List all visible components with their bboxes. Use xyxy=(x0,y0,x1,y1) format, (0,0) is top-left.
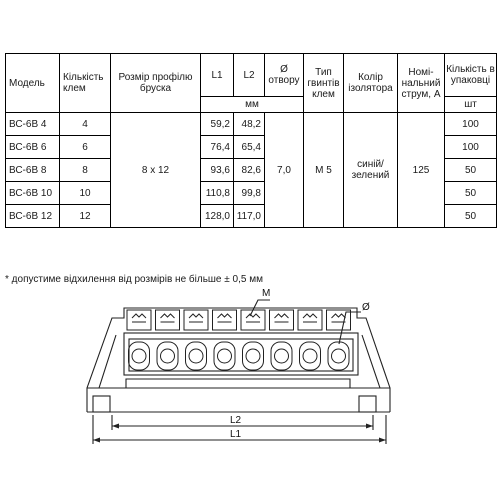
cell-pack: 50 xyxy=(445,205,497,228)
clamp-screw-head xyxy=(275,349,289,363)
clamp-screw-slot xyxy=(246,314,260,318)
clamp-screw-housing xyxy=(213,310,237,330)
header-color: Колір ізолятора xyxy=(344,54,398,113)
cell-model: ВС-6В 12 xyxy=(6,205,60,228)
footnote: * допустиме відхилення від розмірів не більше ± 0,5 мм xyxy=(5,274,263,285)
clamp-screw-housing xyxy=(184,310,208,330)
clamp-row xyxy=(127,310,351,370)
cell-l1: 76,4 xyxy=(201,136,234,159)
unit-dims: мм xyxy=(201,97,304,113)
clamp-screw-slot xyxy=(189,314,203,318)
clamp-screw-head xyxy=(161,349,175,363)
cell-l1: 59,2 xyxy=(201,113,234,136)
cell-l2: 117,0 xyxy=(234,205,265,228)
clamp-screw-head xyxy=(332,349,346,363)
header-count: Кількість клем xyxy=(60,54,111,113)
cell-l2: 99,8 xyxy=(234,182,265,205)
terminal-clamp xyxy=(298,310,322,370)
cell-l2: 48,2 xyxy=(234,113,265,136)
cell-count: 6 xyxy=(60,136,111,159)
cell-pack: 50 xyxy=(445,182,497,205)
cell-l2: 65,4 xyxy=(234,136,265,159)
clamp-screw-slot xyxy=(161,314,175,318)
arrow-l1-right xyxy=(379,438,386,443)
cell-profile: 8 х 12 xyxy=(111,113,201,228)
terminal-clamp xyxy=(241,310,265,370)
cell-screw: М 5 xyxy=(304,113,344,228)
cell-l2: 82,6 xyxy=(234,159,265,182)
clamp-screw-head xyxy=(246,349,260,363)
clamp-screw-housing xyxy=(127,310,151,330)
terminal-clamp xyxy=(127,310,151,370)
arrow-l1-left xyxy=(93,438,100,443)
header-profile: Розмір профілю бруска xyxy=(111,54,201,113)
clamp-screw-housing xyxy=(298,310,322,330)
clamp-screw-housing xyxy=(156,310,180,330)
cell-pack: 100 xyxy=(445,113,497,136)
header-l1: L1 xyxy=(201,54,234,97)
base-step xyxy=(126,379,350,388)
clamp-screw-head xyxy=(303,349,317,363)
housing-inner-chamfer xyxy=(99,335,380,388)
cell-count: 10 xyxy=(60,182,111,205)
clamp-screw-slot xyxy=(303,314,317,318)
cell-pack: 50 xyxy=(445,159,497,182)
header-l2: L2 xyxy=(234,54,265,97)
label-hole: Ø xyxy=(362,302,370,313)
cell-color: синій/ зелений xyxy=(344,113,398,228)
terminal-clamp xyxy=(327,310,351,370)
unit-pack: шт xyxy=(445,97,497,113)
header-screw: Тип гвинтів клем xyxy=(304,54,344,113)
label-m: M xyxy=(262,288,271,299)
arrow-l2-right xyxy=(366,424,373,429)
label-l2: L2 xyxy=(230,415,242,426)
clamp-screw-slot xyxy=(332,314,346,318)
terminal-clamp xyxy=(213,310,237,370)
cell-current: 125 xyxy=(398,113,445,228)
clamp-screw-slot xyxy=(275,314,289,318)
clamp-screw-slot xyxy=(218,314,232,318)
cell-l1: 93,6 xyxy=(201,159,234,182)
clamp-screw-housing xyxy=(270,310,294,330)
header-model: Модель xyxy=(6,54,60,113)
cell-model: ВС-6В 6 xyxy=(6,136,60,159)
cell-pack: 100 xyxy=(445,136,497,159)
clamp-screw-housing xyxy=(327,310,351,330)
header-pack: Кількість в упаковці xyxy=(445,54,497,97)
cell-count: 12 xyxy=(60,205,111,228)
base-strip xyxy=(87,388,390,412)
cell-hole: 7,0 xyxy=(265,113,304,228)
cell-l1: 128,0 xyxy=(201,205,234,228)
cell-count: 4 xyxy=(60,113,111,136)
terminal-clamp xyxy=(184,310,208,370)
mount-foot-right xyxy=(359,396,376,412)
arrow-l2-left xyxy=(112,424,119,429)
terminal-clamp xyxy=(156,310,180,370)
cell-l1: 110,8 xyxy=(201,182,234,205)
cell-model: ВС-6В 10 xyxy=(6,182,60,205)
terminal-clamp xyxy=(270,310,294,370)
clamp-screw-slot xyxy=(132,314,146,318)
cell-model: ВС-6В 4 xyxy=(6,113,60,136)
clamp-screw-head xyxy=(189,349,203,363)
header-current: Номі-нальний струм, А xyxy=(398,54,445,113)
label-l1: L1 xyxy=(230,429,242,440)
header-hole: Ø отвору xyxy=(265,54,304,97)
mount-foot-left xyxy=(93,396,110,412)
clamp-screw-head xyxy=(132,349,146,363)
cell-model: ВС-6В 8 xyxy=(6,159,60,182)
cell-count: 8 xyxy=(60,159,111,182)
clamp-screw-head xyxy=(218,349,232,363)
clamp-screw-housing xyxy=(241,310,265,330)
